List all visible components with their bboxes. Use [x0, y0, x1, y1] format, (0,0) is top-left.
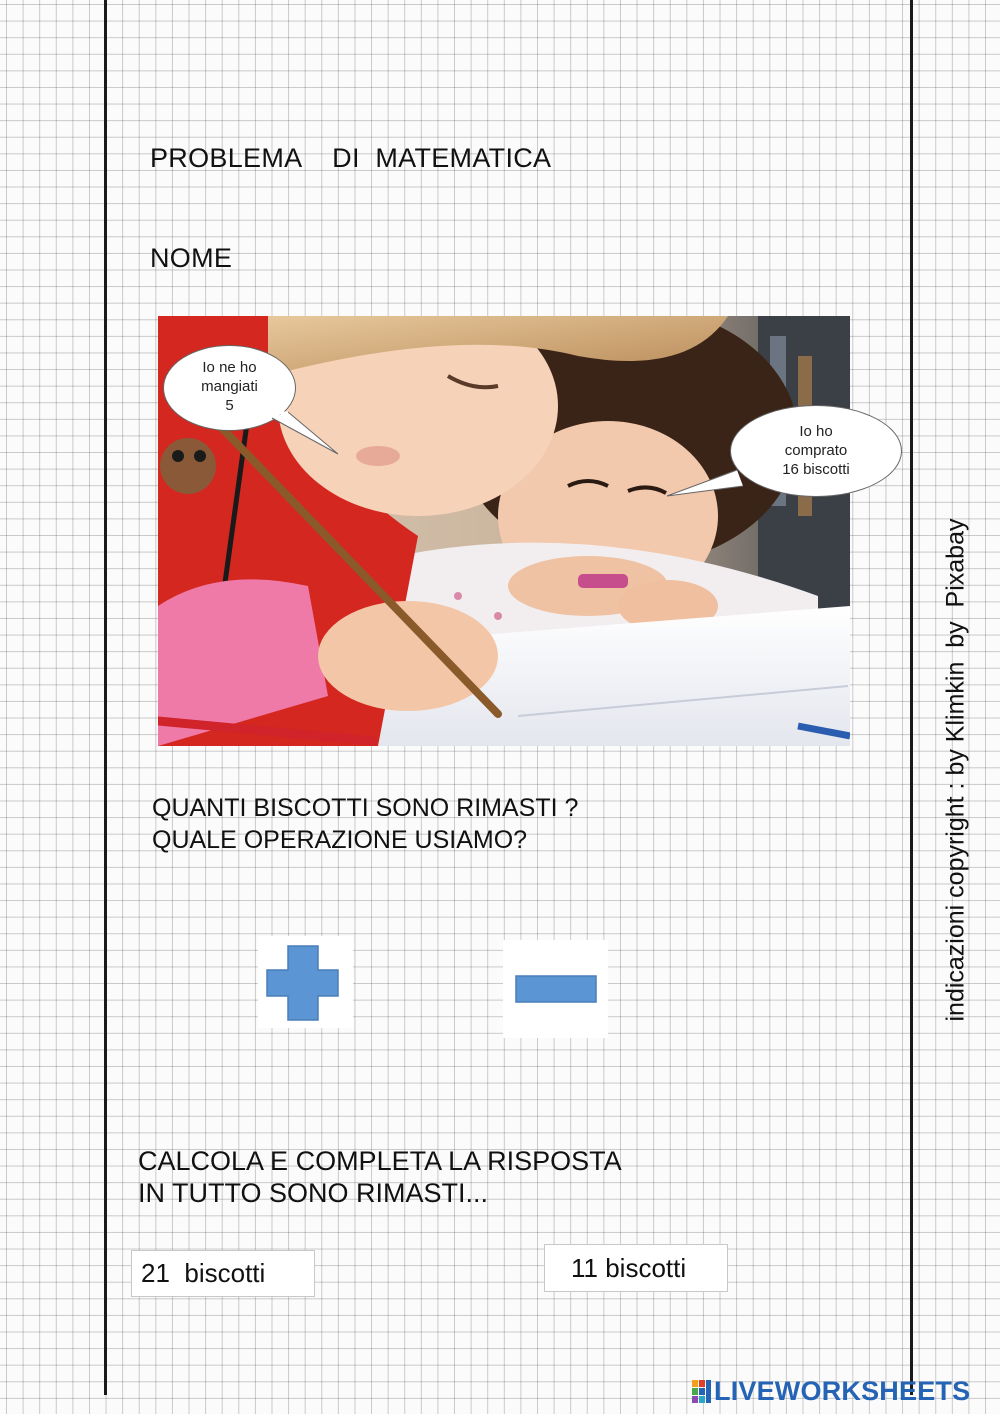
footer-brand-bar	[692, 1376, 970, 1407]
name-label: NOME	[150, 243, 233, 273]
instruction-line: CALCOLA E COMPLETA LA RISPOSTA	[138, 1146, 622, 1176]
copyright-credit: indicazioni copyright : by Klimkin by Pixabay	[941, 518, 970, 1022]
bubble-line: 5	[225, 397, 234, 414]
plus-icon	[258, 936, 353, 1028]
bubble-line: comprato	[784, 442, 848, 459]
answer-option-21[interactable]: 21 biscotti	[131, 1250, 315, 1297]
bubble-line: Io ho	[799, 423, 833, 440]
bubble-line: mangiati	[201, 378, 258, 395]
bubble-line: Io ne ho	[202, 359, 257, 376]
right-margin-line	[910, 0, 913, 1395]
bubble-tail-right	[665, 468, 745, 500]
speech-bubble-bought	[730, 405, 902, 497]
plus-choice[interactable]	[258, 936, 353, 1028]
answer-option-11[interactable]: 11 biscotti	[544, 1244, 728, 1292]
minus-choice[interactable]	[503, 940, 608, 1038]
instruction-text	[138, 1145, 622, 1209]
worksheet-title: PROBLEMA DI MATEMATICA	[150, 143, 552, 173]
question-line: QUALE OPERAZIONE USIAMO?	[152, 826, 528, 854]
liveworksheets-brand: LIVEWORKSHEETS	[714, 1376, 971, 1406]
minus-icon	[503, 940, 608, 1038]
bubble-tail-left	[270, 410, 350, 460]
question-line: QUANTI BISCOTTI SONO RIMASTI ?	[152, 794, 579, 822]
bubble-line: 16 biscotti	[782, 461, 850, 478]
liveworksheets-logo-icon	[692, 1380, 712, 1404]
left-margin-line	[104, 0, 107, 1395]
instruction-line: IN TUTTO SONO RIMASTI...	[138, 1178, 489, 1208]
question-text	[152, 792, 578, 856]
